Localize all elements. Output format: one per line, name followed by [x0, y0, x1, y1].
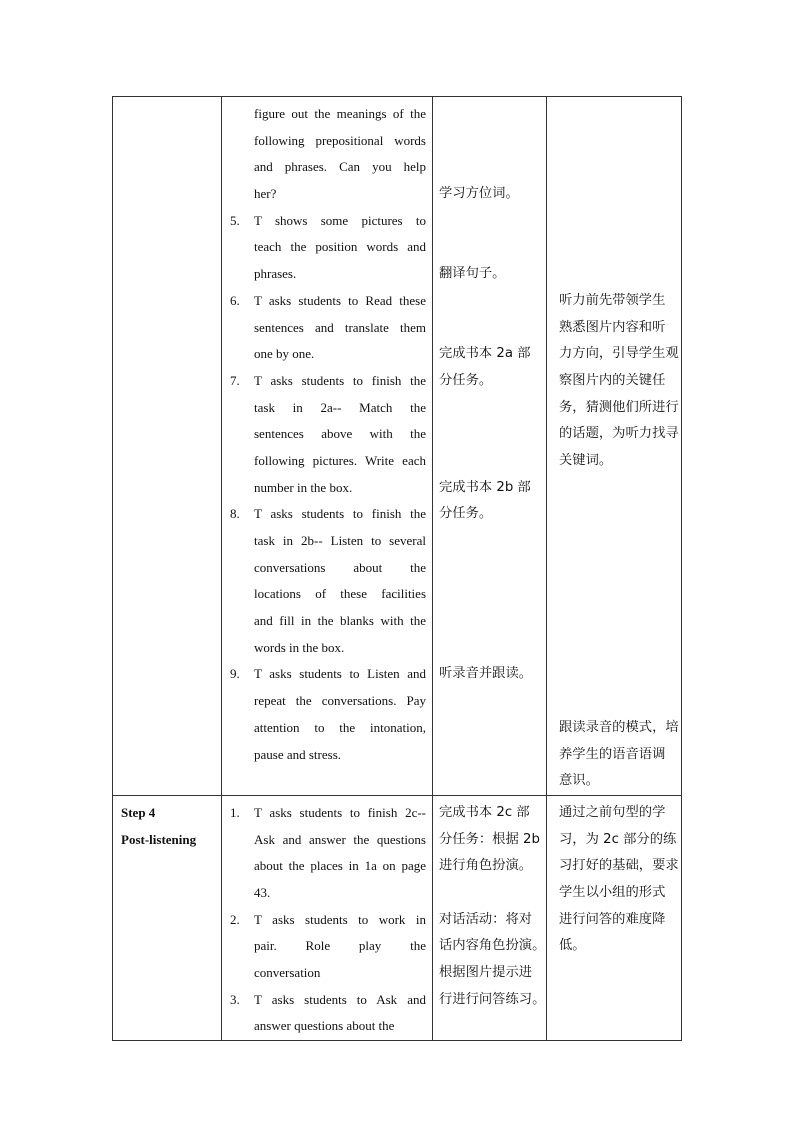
activity-line — [433, 880, 544, 907]
step-text-line: and phrases. Can you help — [254, 159, 426, 175]
activity-line: 完成书本 2c 部 — [439, 804, 530, 820]
purpose-line — [553, 501, 677, 528]
purpose-line — [553, 555, 677, 582]
table-row — [113, 795, 682, 1040]
activity-line: 完成书本 2a 部 — [439, 346, 531, 362]
step-title: Step 4 — [121, 804, 156, 820]
purpose-line: 通过之前句型的学 — [559, 804, 666, 820]
purpose-line — [553, 208, 677, 235]
step-text-line: words in the box. — [254, 639, 345, 655]
step-text-line: sentences and translate them — [254, 319, 426, 335]
purpose-line: 意识。 — [559, 773, 599, 789]
purpose-line: 务，猜测他们所进行 — [559, 399, 679, 415]
purpose-line: 力方向，引导学生观 — [559, 346, 679, 362]
activity-line: 完成书本 2b 部 — [439, 479, 531, 495]
step-text-line: her? — [254, 186, 277, 202]
purpose-line — [553, 475, 677, 502]
table-row — [113, 97, 682, 796]
purpose-line — [553, 128, 677, 155]
step-text-line: answer questions about the — [254, 1018, 395, 1034]
activity-line — [433, 208, 544, 235]
step-text-line: figure out the meanings of the — [254, 106, 426, 121]
step-text-line: attention to the intonation, — [254, 719, 426, 735]
step-text-line: Ask and answer the questions — [254, 831, 426, 847]
activity-line: 根据图片提示进 — [439, 965, 533, 980]
student-activities-cell — [433, 97, 547, 796]
step-text-line: conversation — [254, 965, 321, 980]
step-cell — [113, 795, 222, 1040]
step-item — [230, 987, 426, 1040]
activity-line: 分任务。 — [439, 372, 493, 388]
step-text-line: repeat the conversations. Pay — [254, 693, 426, 709]
activity-line — [433, 715, 544, 742]
purpose-line: 关键词。 — [559, 452, 613, 468]
step-text-line: one by one. — [254, 346, 315, 362]
step-number: 1. — [230, 804, 240, 820]
step-item — [230, 501, 426, 661]
step-text-line: phrases. — [254, 266, 297, 282]
step-text-line: locations of these facilities — [254, 586, 426, 602]
step-text-line: following prepositional words — [254, 132, 426, 148]
purpose-line — [553, 635, 677, 662]
step-item — [230, 101, 426, 208]
step-subtitle: Post-listening — [121, 831, 197, 847]
step-number: 7. — [230, 372, 240, 388]
purpose-line: 听力前先带领学生 — [559, 292, 666, 308]
activity-line: 话内容角色扮演。 — [439, 938, 546, 954]
purpose-line — [553, 608, 677, 635]
step-text-line: T asks students to finish the — [254, 372, 426, 388]
student-activities-cell — [433, 795, 547, 1040]
purpose-line — [553, 101, 677, 128]
step-text-line: about the places in 1a on page — [254, 858, 426, 874]
purpose-line — [553, 154, 677, 181]
activity-line — [433, 421, 544, 448]
activity-line: 对话活动：将对 — [439, 911, 533, 927]
activity-line: 听录音并跟读。 — [439, 666, 533, 682]
purpose-line: 习打好的基础，要求 — [559, 858, 679, 874]
purpose-line: 习，为 2c 部分的练 — [559, 831, 677, 847]
purpose-line: 熟悉图片内容和听 — [559, 319, 666, 335]
activity-line: 行进行问答练习。 — [439, 991, 546, 1007]
activity-line — [433, 528, 544, 555]
activity-line: 学习方位词。 — [439, 186, 519, 202]
purpose-line — [553, 581, 677, 608]
step-text-line: teach the position words and — [254, 239, 426, 255]
step-number: 9. — [230, 666, 240, 682]
purpose-line: 学生以小组的形式 — [559, 884, 666, 900]
step-text-line: T asks students to work in — [254, 911, 426, 927]
purpose-line — [553, 234, 677, 261]
activity-line — [433, 608, 544, 635]
purpose-line: 的话题，为听力找寻 — [559, 426, 679, 442]
step-item — [230, 800, 426, 907]
step-text-line: pause and stress. — [254, 746, 342, 762]
step-text-line: sentences above with the — [254, 426, 426, 442]
purpose-line: 养学生的语音语调 — [559, 746, 666, 762]
step-text-line: 43. — [254, 884, 271, 900]
step-text-line: task in 2a-- Match the — [254, 399, 426, 415]
step-text-line: following pictures. Write each — [254, 452, 426, 468]
step-item — [230, 288, 426, 368]
activity-line: 分任务：根据 2b — [439, 831, 540, 847]
step-number: 5. — [230, 212, 240, 228]
activity-line — [433, 395, 544, 422]
teacher-steps-cell — [222, 795, 433, 1040]
purpose-line — [553, 661, 677, 688]
teacher-steps-cell — [222, 97, 433, 796]
step-number: 8. — [230, 506, 240, 522]
step-text-line: T shows some pictures to — [254, 212, 426, 228]
activity-line — [433, 234, 544, 261]
activity-line — [433, 635, 544, 662]
step-number: 2. — [230, 911, 240, 927]
purpose-line — [553, 688, 677, 715]
activity-line — [433, 448, 544, 475]
activity-line — [433, 555, 544, 582]
step-text-line: T asks students to finish 2c-- — [254, 804, 426, 820]
step-text-line: T asks students to Read these — [254, 292, 426, 308]
design-purpose-cell — [547, 795, 682, 1040]
activity-line — [433, 315, 544, 342]
step-cell — [113, 97, 222, 796]
step-item — [230, 368, 426, 501]
purpose-line: 低。 — [559, 938, 586, 954]
purpose-line: 进行问答的难度降 — [559, 911, 666, 927]
activity-line: 分任务。 — [439, 506, 493, 522]
purpose-line: 跟读录音的模式，培 — [559, 719, 679, 735]
step-item — [230, 907, 426, 987]
step-text-line: T asks students to Listen and — [254, 666, 426, 682]
step-text-line: task in 2b-- Listen to several — [254, 533, 426, 548]
activity-line — [433, 581, 544, 608]
step-text-line: pair. Role play the — [254, 938, 426, 954]
step-text-line: conversations about the — [254, 559, 426, 575]
activity-line — [433, 154, 544, 181]
step-text-line: number in the box. — [254, 479, 353, 495]
step-text-line: T asks students to finish the — [254, 506, 426, 522]
step-item — [230, 661, 426, 768]
activity-line — [433, 688, 544, 715]
step-item — [230, 208, 426, 288]
design-purpose-cell — [547, 97, 682, 796]
activity-line — [433, 101, 544, 128]
purpose-line — [553, 528, 677, 555]
activity-line — [433, 288, 544, 315]
activity-line: 进行角色扮演。 — [439, 858, 533, 874]
purpose-line — [553, 261, 677, 288]
lesson-plan-table — [112, 96, 682, 1041]
activity-line — [433, 742, 544, 769]
step-text-line: T asks students to Ask and — [254, 991, 426, 1007]
step-number: 3. — [230, 991, 240, 1007]
step-text-line: and fill in the blanks with the — [254, 613, 426, 629]
step-number: 6. — [230, 292, 240, 308]
purpose-line — [553, 181, 677, 208]
purpose-line: 察图片内的关键任 — [559, 372, 666, 388]
activity-line — [433, 128, 544, 155]
activity-line: 翻译句子。 — [439, 266, 506, 282]
